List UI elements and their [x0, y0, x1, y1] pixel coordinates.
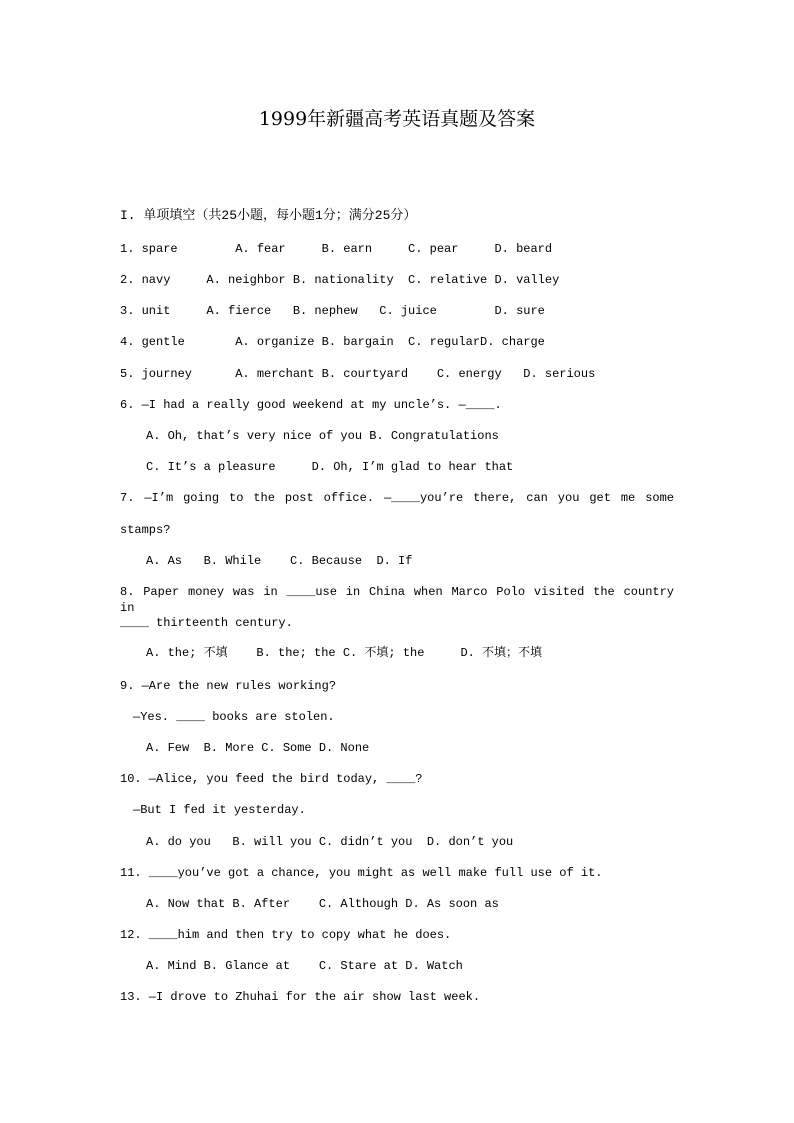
question-line: 6. —I had a really good weekend at my uncle’s. —____.	[120, 398, 502, 412]
question-line: —But I fed it yesterday.	[133, 803, 306, 817]
question-line: A. the; 不填 B. the; the C. 不填; the D. 不填；不填	[146, 646, 543, 660]
question-line: 1. spare A. fear B. earn C. pear D. beard	[120, 242, 553, 256]
page-title: 1999年新疆高考英语真题及答案	[258, 108, 536, 130]
question-line: A. Now that B. After C. Although D. As soon as	[146, 897, 499, 911]
question-line: ____ thirteenth century.	[120, 616, 293, 630]
question-line: A. Mind B. Glance at C. Stare at D. Watch	[146, 959, 463, 973]
question-line: 5. journey A. merchant B. courtyard C. energy D. serious	[120, 367, 596, 381]
question-line: stamps?	[120, 523, 171, 537]
question-line: A. do you B. will you C. didn’t you D. don’t you	[146, 835, 514, 849]
question-line: —Yes. ____ books are stolen.	[133, 710, 335, 724]
question-line: 4. gentle A. organize B. bargain C. regularD. charge	[120, 335, 545, 349]
question-line: 12. ____him and then try to copy what he does.	[120, 928, 452, 942]
question-line: C. It’s a pleasure D. Oh, I’m glad to hear that	[146, 460, 514, 474]
question-line: 2. navy A. neighbor B. nationality C. relative D. valley	[120, 273, 560, 287]
section-header: I. 单项填空（共25小题，每小题1分；满分25分）	[120, 208, 417, 223]
question-line: 3. unit A. fierce B. nephew C. juice D. sure	[120, 304, 545, 318]
question-line: 7. —I’m going to the post office. —____you’re there, can you get me some	[120, 491, 674, 505]
question-line: A. Oh, that’s very nice of you B. Congratulations	[146, 429, 499, 443]
question-line: 11. ____you’ve got a chance, you might as well make full use of it.	[120, 866, 603, 880]
question-line: 8. Paper money was in ____use in China when Marco Polo visited the country in	[120, 585, 674, 615]
question-line: 9. —Are the new rules working?	[120, 679, 337, 693]
question-line: A. As B. While C. Because D. If	[146, 554, 413, 568]
question-line: 10. —Alice, you feed the bird today, ____?	[120, 772, 423, 786]
question-line: A. Few B. More C. Some D. None	[146, 741, 370, 755]
question-line: 13. —I drove to Zhuhai for the air show last week.	[120, 990, 481, 1004]
